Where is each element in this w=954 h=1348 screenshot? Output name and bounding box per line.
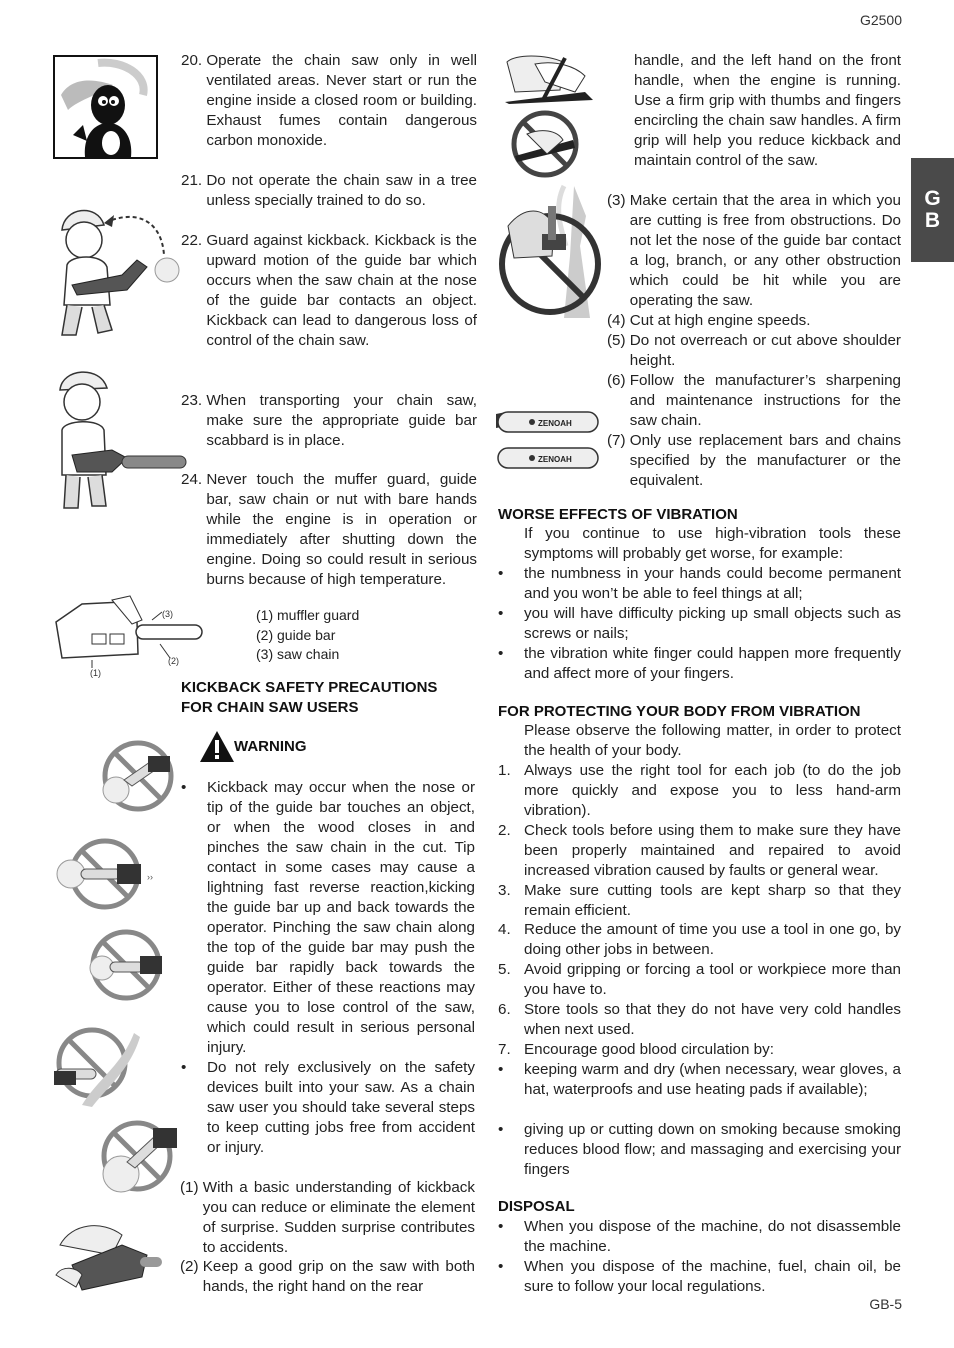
language-tab-letter-2: B (924, 209, 941, 232)
part-saw-chain: (3) saw chain (256, 646, 340, 662)
vibration-bullet-2: • you will have difficulty picking up small objects such as screws or nails; (498, 605, 901, 642)
kickback-bullet-1: • Kickback may occur when the nose or tip of the guide bar touches an object, or when the wood closes in and pinches the saw chain in the cut. Tip contact in some cases may cause a lightning fast reverse reaction,kicking the guide bar up and back towards the operator. Pinching the saw chain along the top of the guide bar may push the guide bar rapidly back towards the operator. Either of these reactions may cause you to lose control of the saw, which could result in serious personal injury. (181, 779, 475, 1056)
vibration-bullet-1: • the numbness in your hands could become permanent and you won’t be able to feel things at all; (498, 565, 901, 602)
page-number: GB-5 (869, 1296, 902, 1312)
protect-item-2: 2. Check tools before using them to make sure they have been properly maintained and repaired to avoid increased vibration caused by faults or general wear. (498, 822, 901, 879)
disposal-bullet-1: • When you dispose of the machine, do not disassemble the machine. (498, 1218, 901, 1255)
no-pinch-icon (88, 928, 168, 1002)
protect-item-4: 4. Reduce the amount of time you use a tool in one go, by doing other jobs in between. (498, 921, 901, 958)
protect-heading: FOR PROTECTING YOUR BODY FROM VIBRATION (498, 703, 861, 720)
two-hand-grip-illustration (52, 1215, 162, 1300)
vibration-intro: If you continue to use high-vibration tools these symptoms will probably get worse, for example: (524, 525, 901, 562)
vibration-heading: WORSE EFFECTS OF VIBRATION (498, 506, 738, 523)
no-log-contact-icon (55, 838, 165, 910)
bar-brand-label-1: ZENOAH (538, 419, 572, 428)
language-tab (911, 158, 954, 262)
step-7: (7) Only use replacement bars and chains specified by the manufacturer or the equivalent. (607, 432, 901, 489)
no-overhead-cut-icon (494, 186, 602, 318)
replacement-bars-illustration (492, 404, 604, 474)
item-21: 21. Do not operate the chain saw in a tree unless specially trained to do so. (181, 172, 477, 209)
step-1: (1) With a basic understanding of kickback you can reduce or eliminate the element of surprise. Sudden surprise contributes to accidents. (180, 1179, 475, 1256)
no-one-hand-icon (97, 1118, 181, 1194)
kickback-worker-illustration (52, 195, 187, 345)
warning-text: WARNING (234, 738, 307, 755)
warning-triangle-icon (199, 730, 235, 763)
protect-item-6: 6. Store tools so that they do not have very cold handles when next used. (498, 1001, 901, 1038)
step-2-continued: handle, and the left hand on the front handle, when the engine is running. Use a firm grip with thumbs and fingers encircling the chain saw handles. A firm grip will help you reduce kickback and maintain control of the saw. (634, 52, 901, 169)
model-number: G2500 (859, 12, 902, 28)
protect-item-3: 3. Make sure cutting tools are kept sharp so that they remain efficient. (498, 882, 901, 919)
svg-text:››: ›› (147, 872, 153, 882)
language-tab-letter-1: G (924, 187, 941, 210)
no-thumb-grip-icon (507, 110, 583, 178)
transport-worker-illustration (52, 360, 187, 515)
protect-item-7: 7. Encourage good blood circulation by: (498, 1041, 774, 1058)
chain-saw-parts-diagram (52, 592, 204, 678)
no-tip-contact-icon (100, 740, 180, 812)
circulation-bullet-2: • giving up or cutting down on smoking because smoking reduces blood flow; and massaging and exercising your fingers (498, 1121, 901, 1178)
disposal-bullet-2: • When you dispose of the machine, fuel, chain oil, be sure to follow your local regulations. (498, 1258, 901, 1295)
protect-item-1: 1. Always use the right tool for each job (to do the job more quickly and expose you to less hand-arm vibration). (498, 762, 901, 819)
kickback-bullet-2: • Do not rely exclusively on the safety devices built into your saw. As a chain saw user you should take several steps to keep cutting jobs free from accident or injury. (181, 1059, 475, 1156)
step-2: (2) Keep a good grip on the saw with both hands, the right hand on the rear (180, 1258, 475, 1295)
item-22: 22. Guard against kickback. Kickback is the upward motion of the guide bar which occurs when the saw chain at the nose of the guide bar contacts an object. Kickback can lead to dangerous loss of control of the chain saw. (181, 232, 477, 349)
correct-grip-illustration (505, 52, 595, 104)
no-branch-contact-icon (52, 1025, 142, 1107)
protect-item-5: 5. Avoid gripping or forcing a tool or workpiece more than you have to. (498, 961, 901, 998)
step-4: (4) Cut at high engine speeds. (607, 312, 811, 329)
step-6: (6) Follow the manufacturer’s sharpening and maintenance instructions for the saw chain. (607, 372, 901, 429)
part-guide-bar: (2) guide bar (256, 626, 336, 643)
vibration-bullet-3: • the vibration white finger could happen more frequently and affect more of your fingers. (498, 645, 901, 682)
disposal-heading: DISPOSAL (498, 1198, 575, 1215)
exhaust-warning-icon (53, 55, 158, 159)
item-20: 20. Operate the chain saw only in well ventilated areas. Never start or run the engine inside a closed room or building. Exhaust fumes contain dangerous carbon monoxide. (181, 52, 477, 149)
part-muffler-guard: (1) muffler guard (256, 607, 360, 623)
parts-list (256, 606, 476, 665)
item-23: 23. When transporting your chain saw, make sure the appropriate guide bar scabbard is in place. (181, 392, 477, 449)
callout-1: (1) (90, 668, 101, 678)
warning-label (199, 730, 307, 763)
item-24: 24. Never touch the muffer guard, guide bar, saw chain or nut with bare hands while the engine is in operation or immediately after shutting down the engine. Doing so could result in serious burns because of high temperature. (181, 471, 477, 588)
step-5: (5) Do not overreach or cut above shoulder height. (607, 332, 901, 369)
callout-2: (2) (168, 656, 179, 666)
protect-intro: Please observe the following matter, in order to protect the health of your body. (524, 722, 901, 759)
callout-3: (3) (162, 609, 173, 619)
bar-brand-label-2: ZENOAH (538, 455, 572, 464)
step-3: (3) Make certain that the area in which you are cutting is free from obstructions. Do not let the nose of the guide bar contact a log, branch, or any other obstruction which could be hit while you are operating the saw. (607, 192, 901, 309)
circulation-bullet-1: • keeping warm and dry (when necessary, wear gloves, a hat, waterproofs and use heating pads if available); (498, 1061, 901, 1098)
kickback-heading: KICKBACK SAFETY PRECAUTIONS FOR CHAIN SAW USERS (181, 679, 438, 716)
